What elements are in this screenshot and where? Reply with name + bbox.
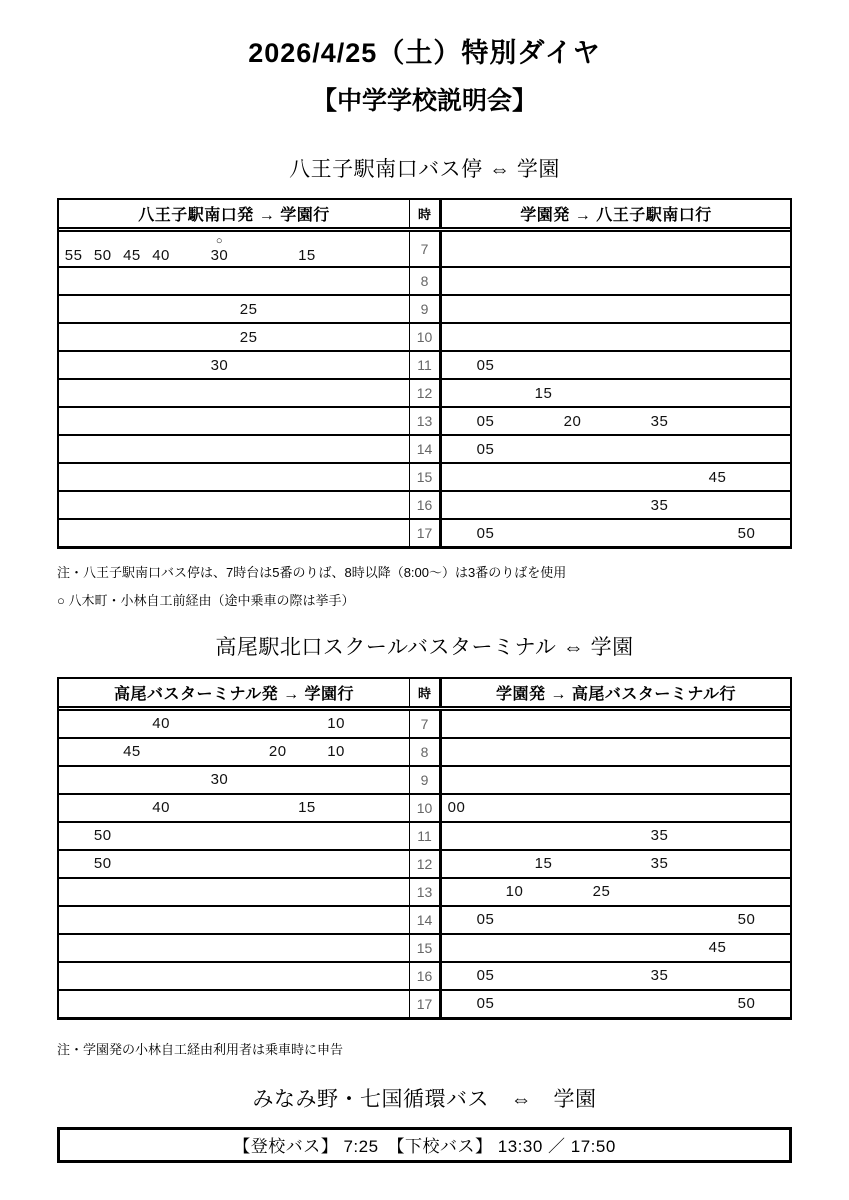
minute-value: 25 xyxy=(239,328,258,346)
doc-subtitle: 【中学学校説明会】 xyxy=(311,86,537,115)
departures-toward-school xyxy=(59,436,409,462)
hour-label: 15 xyxy=(409,464,442,490)
minute-value: 35 xyxy=(650,496,669,514)
hour-label: 8 xyxy=(409,268,442,294)
departures-from-school xyxy=(442,232,790,266)
minute-value: 50 xyxy=(737,911,756,929)
timetable-row-hour-8 xyxy=(59,737,790,765)
minute-value: 50 xyxy=(93,855,112,873)
departures-from-school xyxy=(442,324,790,350)
note-via-yagicho: ○ 八木町・小林自工前経由（途中乗車の際は挙手） xyxy=(57,592,355,608)
hour-label: 7 xyxy=(409,711,442,737)
departures-from-school xyxy=(442,767,790,793)
column-header-hour: 時 xyxy=(409,200,442,227)
minute-value-text: 30 xyxy=(210,247,229,265)
hour-label: 14 xyxy=(409,907,442,933)
hour-label: 11 xyxy=(409,352,442,378)
minute-value: 20 xyxy=(563,412,582,430)
departures-toward-school xyxy=(59,232,409,266)
departures-from-school xyxy=(442,991,790,1017)
hour-label: 12 xyxy=(409,851,442,877)
minute-value: 40 xyxy=(152,715,170,733)
departures-toward-school xyxy=(59,464,409,490)
minute-value: 50 xyxy=(737,995,756,1013)
departures-toward-school xyxy=(59,324,409,350)
timetable-row-hour-17 xyxy=(59,518,790,546)
departures-from-school xyxy=(442,879,790,905)
timetable-row-hour-11 xyxy=(59,821,790,849)
departures-from-school xyxy=(442,464,790,490)
timetable-body xyxy=(59,232,790,546)
timetable-row-hour-16 xyxy=(59,961,790,989)
hour-label: 9 xyxy=(409,296,442,322)
departures-from-school xyxy=(442,436,790,462)
doc-title: 2026/4/25（土）特別ダイヤ xyxy=(248,38,601,68)
departures-toward-school xyxy=(59,492,409,518)
departures-toward-school xyxy=(59,935,409,961)
timetable-row-hour-10 xyxy=(59,322,790,350)
timetable-row-hour-13 xyxy=(59,877,790,905)
departures-from-school xyxy=(442,520,790,546)
hour-label: 10 xyxy=(409,324,442,350)
minute-value: 35 xyxy=(650,855,669,873)
loop-bus-schedule: 【登校バス】 7:25 【下校バス】 13:30 ／ 17:50 xyxy=(233,1137,616,1157)
minute-value: 50 xyxy=(93,247,112,265)
timetable-row-hour-16 xyxy=(59,490,790,518)
section-title-minamino: みなみ野・七国循環バス ⇔ 学園 xyxy=(252,1088,597,1112)
timetable-row-hour-17 xyxy=(59,989,790,1017)
loop-bus-schedule-box xyxy=(57,1127,792,1163)
timetable-body xyxy=(59,711,790,1017)
timetable-row-hour-15 xyxy=(59,933,790,961)
hour-label: 9 xyxy=(409,767,442,793)
hour-label: 11 xyxy=(409,823,442,849)
timetable-row-hour-7 xyxy=(59,232,790,266)
hour-label: 14 xyxy=(409,436,442,462)
departures-from-school xyxy=(442,907,790,933)
hour-label: 10 xyxy=(409,795,442,821)
minute-value: 45 xyxy=(123,743,141,761)
departures-toward-school xyxy=(59,991,409,1017)
departures-from-school xyxy=(442,268,790,294)
minute-value: 40 xyxy=(152,247,170,265)
departures-toward-school xyxy=(59,879,409,905)
departures-from-school xyxy=(442,492,790,518)
departures-from-school xyxy=(442,739,790,765)
minute-value: 50 xyxy=(93,827,112,845)
departures-toward-school xyxy=(59,296,409,322)
departures-from-school xyxy=(442,408,790,434)
column-header-hour: 時 xyxy=(409,679,442,706)
minute-value: 30 xyxy=(210,771,229,789)
timetable-row-hour-12 xyxy=(59,849,790,877)
minute-value: 20 xyxy=(268,743,287,761)
timetable-row-hour-12 xyxy=(59,378,790,406)
hour-label: 17 xyxy=(409,991,442,1017)
minute-value: 05 xyxy=(476,995,495,1013)
minute-value: 50 xyxy=(737,524,756,542)
column-header-to-school: 高尾バスターミナル発 → 学園行 xyxy=(113,685,355,703)
minute-value: 00 xyxy=(447,799,466,817)
minute-value: 25 xyxy=(239,300,258,318)
departures-toward-school xyxy=(59,408,409,434)
minute-value: 40 xyxy=(152,799,170,817)
hour-label: 17 xyxy=(409,520,442,546)
minute-value: 45 xyxy=(123,247,141,265)
minute-value: 15 xyxy=(298,247,316,265)
departures-toward-school xyxy=(59,907,409,933)
column-header-from-school: 学園発 → 八王子駅南口行 xyxy=(520,207,712,225)
minute-value: 05 xyxy=(476,967,495,985)
section-title-hachioji: 八王子駅南口バス停 ⇔ 学園 xyxy=(289,158,560,181)
section-title-takao: 高尾駅北口スクールバスターミナル ⇔ 学園 xyxy=(215,636,634,660)
timetable-row-hour-14 xyxy=(59,905,790,933)
timetable-row-hour-13 xyxy=(59,406,790,434)
minute-value: 05 xyxy=(476,524,495,542)
departures-toward-school xyxy=(59,739,409,765)
timetable-takao xyxy=(57,677,792,1020)
column-header-from-school: 学園発 → 高尾バスターミナル行 xyxy=(495,685,737,703)
departures-from-school xyxy=(442,352,790,378)
hour-label: 16 xyxy=(409,492,442,518)
departures-from-school xyxy=(442,711,790,737)
timetable-header-row xyxy=(59,200,790,232)
minute-value: 10 xyxy=(327,715,345,733)
timetable-row-hour-10 xyxy=(59,793,790,821)
hour-label: 13 xyxy=(409,408,442,434)
departures-toward-school xyxy=(59,520,409,546)
note-kobayashi-report: 注・学園発の小林自工経由利用者は乗車時に申告 xyxy=(57,1041,344,1057)
departures-toward-school xyxy=(59,851,409,877)
timetable-row-hour-15 xyxy=(59,462,790,490)
departures-from-school xyxy=(442,851,790,877)
column-header-to-school: 八王子駅南口発 → 学園行 xyxy=(138,207,330,225)
departures-toward-school xyxy=(59,823,409,849)
minute-value: 05 xyxy=(476,440,495,458)
departures-from-school xyxy=(442,296,790,322)
timetable-row-hour-7 xyxy=(59,711,790,737)
hour-label: 16 xyxy=(409,963,442,989)
minute-value: 30 xyxy=(210,356,229,374)
timetable-header-row xyxy=(59,679,790,711)
minute-value: 15 xyxy=(534,855,553,873)
hour-label: 8 xyxy=(409,739,442,765)
minute-value: 10 xyxy=(327,743,345,761)
departures-toward-school xyxy=(59,268,409,294)
timetable-hachioji xyxy=(57,198,792,549)
departures-from-school xyxy=(442,380,790,406)
via-circle-mark: ○ xyxy=(215,235,223,248)
minute-value: 35 xyxy=(650,967,669,985)
departures-from-school xyxy=(442,795,790,821)
hour-label: 7 xyxy=(409,232,442,266)
minute-value: 10 xyxy=(505,883,524,901)
minute-value: 25 xyxy=(592,883,611,901)
departures-toward-school xyxy=(59,711,409,737)
timetable-row-hour-11 xyxy=(59,350,790,378)
minute-value: 45 xyxy=(708,939,727,957)
minute-value: 35 xyxy=(650,827,669,845)
departures-toward-school xyxy=(59,767,409,793)
departures-toward-school xyxy=(59,963,409,989)
timetable-row-hour-8 xyxy=(59,266,790,294)
departures-toward-school xyxy=(59,352,409,378)
minute-value: 05 xyxy=(476,356,495,374)
departures-from-school xyxy=(442,935,790,961)
minute-value: 05 xyxy=(476,412,495,430)
timetable-row-hour-9 xyxy=(59,765,790,793)
minute-value xyxy=(211,236,229,263)
timetable-row-hour-14 xyxy=(59,434,790,462)
minute-value: 35 xyxy=(650,412,669,430)
minute-value: 45 xyxy=(708,468,727,486)
note-platform-usage: 注・八王子駅南口バス停は、7時台は5番のりば、8時以降（8:00～）は3番のりばを使用 xyxy=(57,565,567,581)
minute-value: 55 xyxy=(64,247,83,265)
timetable-row-hour-9 xyxy=(59,294,790,322)
hour-label: 12 xyxy=(409,380,442,406)
hour-label: 15 xyxy=(409,935,442,961)
departures-from-school xyxy=(442,963,790,989)
departures-toward-school xyxy=(59,380,409,406)
departures-toward-school xyxy=(59,795,409,821)
minute-value: 15 xyxy=(534,384,553,402)
departures-from-school xyxy=(442,823,790,849)
minute-value: 15 xyxy=(298,799,316,817)
minute-value: 05 xyxy=(476,911,495,929)
hour-label: 13 xyxy=(409,879,442,905)
